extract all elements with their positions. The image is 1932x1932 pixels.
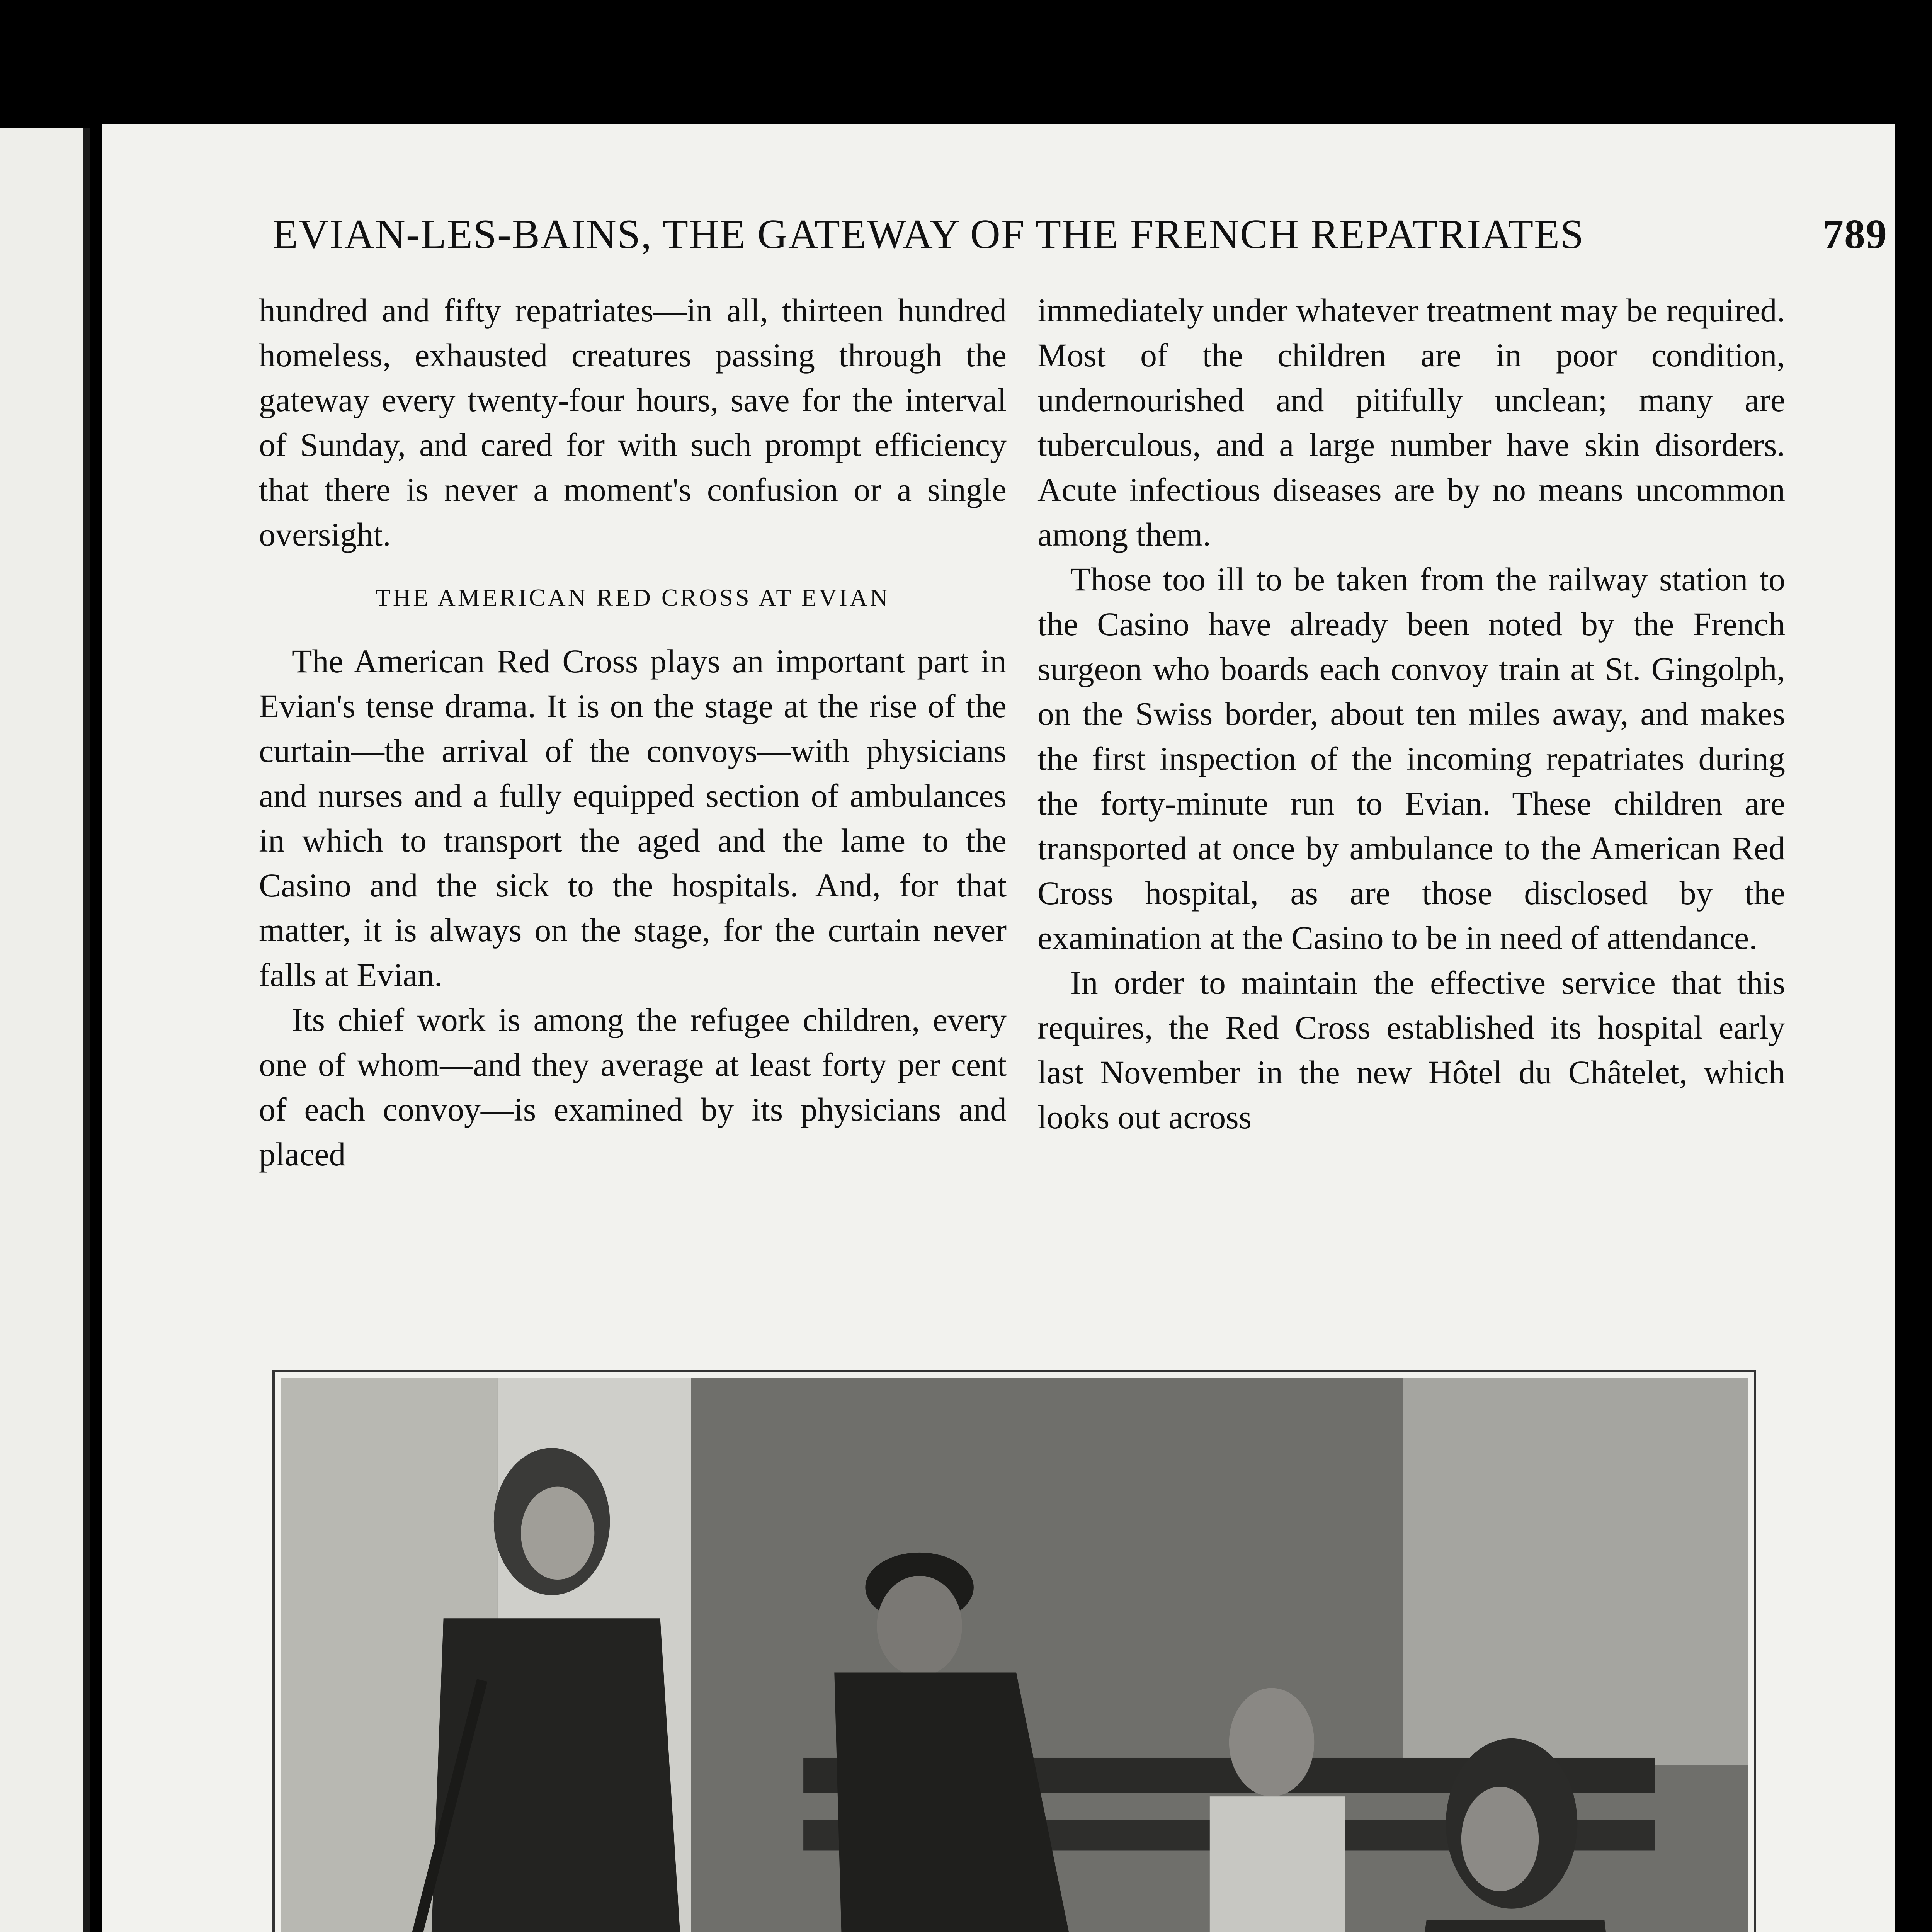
section-heading: THE AMERICAN RED CROSS AT EVIAN [375,584,890,611]
family-group-photo [281,1378,1748,1932]
right-column [1037,288,1785,1139]
page-number: 789 [1823,211,1888,257]
paragraph: immediately under whatever treatment may be required. Most of the children are in poor condition, undernourished and pitifully unclean; many are tuberculous, and a large number have skin disorders. Acute infectious diseases are by no means uncommon among them. [1037,292,1785,553]
photo-frame [272,1370,1756,1932]
paragraph: hundred and fifty repatriates—in all, thirteen hundred homeless, exhausted creatures passing through the gateway every twenty-four hours, save for the interval of Sunday, and cared for with such prompt efficiency that there is never a moment's confusion or a single oversight. [259,292,1007,553]
paragraph: In order to maintain the effective service that this requires, the Red Cross established its hospital early last November in the new Hôtel du Châtelet, which looks out across [1037,964,1785,1136]
paragraph: Those too ill to be taken from the railway station to the Casino have already been noted by the French surgeon who boards each convoy train at St. Gingolph, on the Swiss border, about ten miles away, and makes the first inspection of the incoming repatriates during the forty-minute run to Evian. These children are transported at once by ambulance to the American Red Cross hospital, as are those disclosed by the examination at the Casino to be in need of attendance. [1037,561,1785,956]
running-title: EVIAN-LES-BAINS, THE GATEWAY OF THE FRENCH REPATRIATES [272,211,1585,257]
paragraph: The American Red Cross plays an important part in Evian's tense drama. It is on the stage at the rise of the curtain—the arrival of the convoys—with physicians and nurses and a fully equipped section of ambulances in which to transport the aged and the lame to the Casino and the sick to the hospitals. And, for that matter, it is always on the stage, for the curtain never falls at Evian. [259,643,1007,993]
photo-illustration [281,1378,1748,1932]
running-head [272,211,1888,259]
previous-page-edge [0,128,90,1932]
magazine-page [102,124,1895,1932]
left-column [259,288,1007,1177]
paragraph: Its chief work is among the refugee children, every one of whom—and they average at least forty per cent of each convoy—is examined by its physicians and placed [259,1001,1007,1173]
